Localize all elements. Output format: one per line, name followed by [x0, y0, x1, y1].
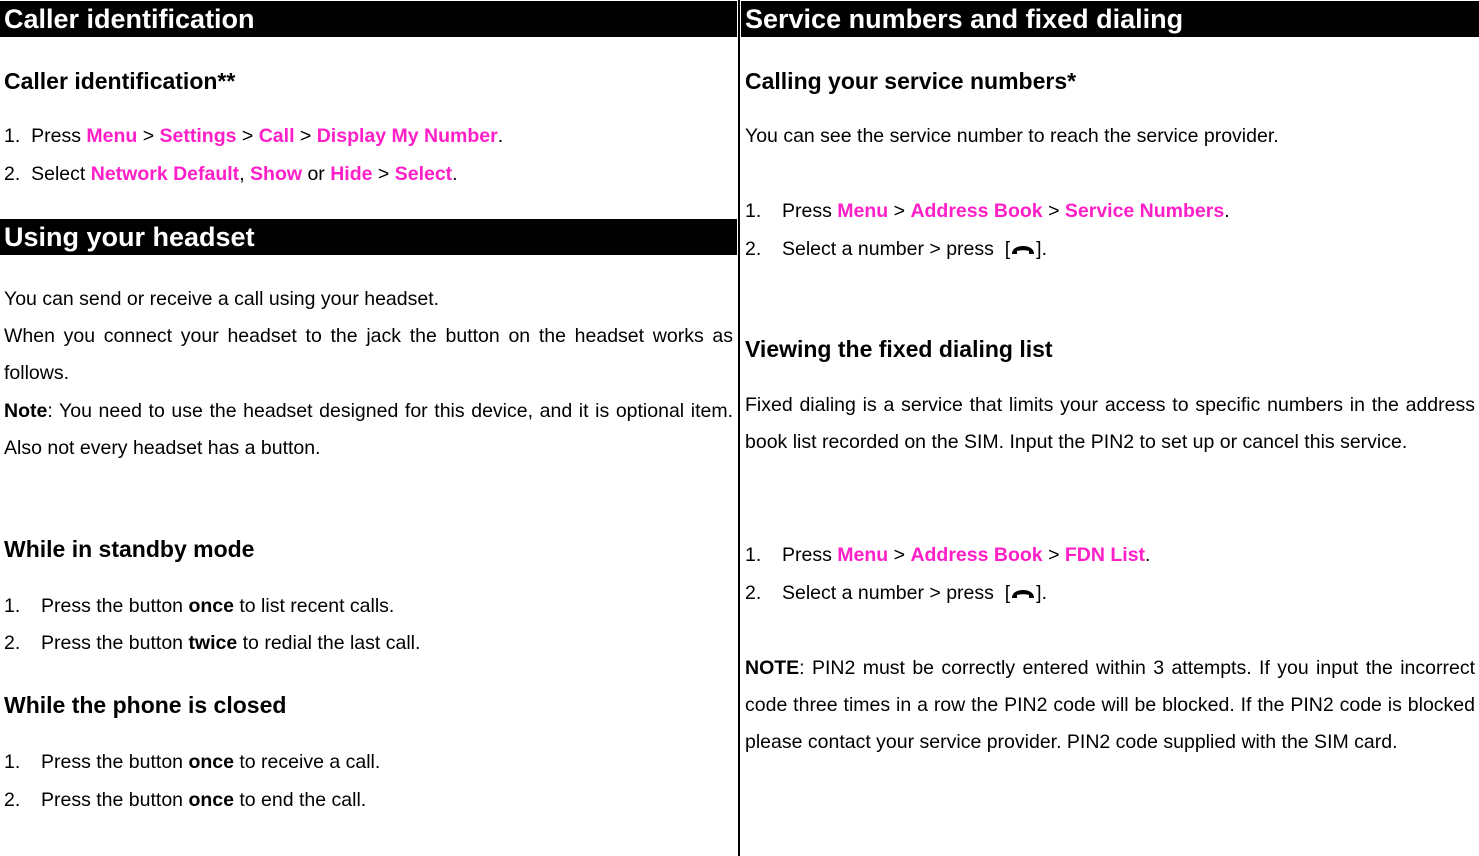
service-step-1: 1. Press Menu > Address Book > Service Numbers. [745, 200, 1230, 222]
keyword-display-my-number: Display My Number [316, 125, 498, 147]
service-intro: You can see the service number to reach the service provider. [745, 125, 1279, 147]
keyword-address-book: Address Book [910, 544, 1043, 566]
step-number: 1. [745, 200, 762, 222]
keyword-menu: Menu [837, 200, 889, 222]
fdn-intro: Fixed dialing is a service that limits your access to specific numbers in the address book list recorded on the SIM. Input the PIN2 to set up or cancel this service. [745, 394, 1475, 453]
send-call-icon [1010, 242, 1036, 265]
keyword-fdn-list: FDN List [1064, 544, 1146, 566]
column-divider [738, 0, 740, 856]
section-bar-using-headset: Using your headset [0, 219, 737, 255]
closed-item-2: 2. Press the button once to end the call. [4, 789, 367, 811]
section-bar-caller-identification: Caller identification [0, 1, 737, 37]
keyword-network-default: Network Default [90, 163, 240, 185]
headset-note [4, 393, 733, 467]
item-number: 1. [4, 751, 21, 773]
item-number: 2. [4, 789, 21, 811]
step-text: Press [31, 125, 81, 147]
step-number: 1. [745, 544, 762, 566]
item-number: 1. [4, 595, 21, 617]
keyword-address-book: Address Book [910, 200, 1043, 222]
heading-caller-identification: Caller identification** [4, 68, 236, 94]
keyword-select: Select [394, 163, 453, 185]
note-text: : PIN2 must be correctly entered within 3 attempts. If you input the incorrect code three times in a row the PIN2 code will be blocked. If the PIN2 code is blocked please contact your service provider. PIN2 code supplied with the SIM card. [745, 657, 1475, 753]
headset-paragraph-1: You can send or receive a call using your headset. [4, 288, 440, 310]
standby-item-1: 1. Press the button once to list recent calls. [4, 595, 395, 617]
caller-step-1: 1. Press Menu > Settings > Call > Display My Number. [4, 125, 504, 147]
left-column [0, 0, 737, 856]
step-number: 1. [4, 125, 21, 147]
headset-paragraph-2: When you connect your headset to the jack the button on the headset works as follows. [4, 325, 733, 384]
right-column [741, 0, 1479, 856]
heading-calling-service-numbers: Calling your service numbers* [745, 68, 1077, 94]
keyword-show: Show [250, 163, 303, 185]
fdn-step-1: 1. Press Menu > Address Book > FDN List. [745, 544, 1151, 566]
note-label: NOTE [745, 657, 800, 679]
note-text: : You need to use the headset designed for this device, and it is optional item. Also not every headset has a button. [4, 400, 733, 459]
fdn-note [745, 650, 1475, 761]
note-label: Note [4, 400, 48, 422]
keyword-call: Call [258, 125, 295, 147]
keyword-settings: Settings [159, 125, 237, 147]
heading-standby-mode: While in standby mode [4, 536, 255, 562]
fdn-step-2: 2. Select a number > press [ ]. [745, 582, 1047, 609]
step-number: 2. [745, 238, 762, 260]
section-bar-service-numbers: Service numbers and fixed dialing [741, 1, 1479, 37]
item-number: 2. [4, 632, 21, 654]
keyword-menu: Menu [837, 544, 889, 566]
keyword-hide: Hide [330, 163, 373, 185]
keyword-service-numbers: Service Numbers [1064, 200, 1225, 222]
service-step-2: 2. Select a number > press [ ]. [745, 238, 1047, 265]
step-number: 2. [745, 582, 762, 604]
keyword-menu: Menu [86, 125, 138, 147]
heading-phone-closed: While the phone is closed [4, 692, 287, 718]
step-number: 2. [4, 163, 21, 185]
standby-item-2: 2. Press the button twice to redial the last call. [4, 632, 421, 654]
closed-item-1: 1. Press the button once to receive a call. [4, 751, 381, 773]
send-call-icon [1010, 586, 1036, 609]
heading-fixed-dialing-list: Viewing the fixed dialing list [745, 336, 1053, 362]
caller-step-2: 2. Select Network Default, Show or Hide > Select. [4, 163, 458, 185]
